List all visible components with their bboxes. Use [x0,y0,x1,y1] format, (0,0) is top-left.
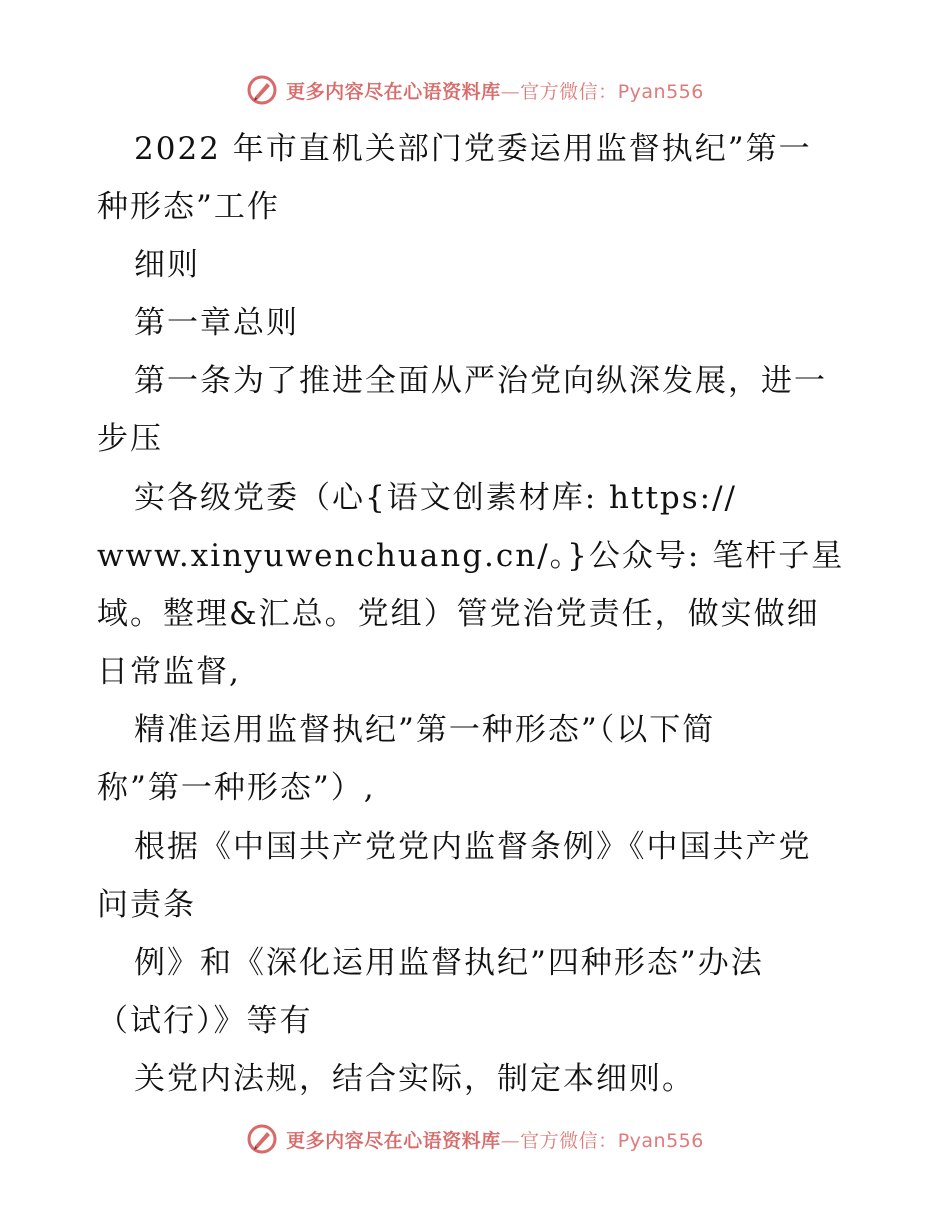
watermark-separator: — [500,1129,521,1152]
paragraph-line: 问责条 [97,887,196,923]
watermark-id: Pyan556 [617,1129,704,1152]
paragraph-line: 根据《中国共产党党内监督条例》《中国共产党 [134,829,812,865]
watermark-brand: 更多内容尽在心语资料库 [286,1129,501,1152]
paragraph-line: （试行）》等有 [97,1003,313,1039]
footer-watermark [0,1119,950,1159]
document-title-line-2: 种形态”工作 [97,189,280,225]
watermark-text [286,1126,704,1153]
paragraph-line: 实各级党委（心{语文创素材库: https:// [134,480,737,516]
paragraph-line: 域。整理&汇总。党组）管党治党责任，做实做细 [97,596,820,632]
paragraph-line: 例》和《深化运用监督执纪”四种形态”办法 [134,945,764,981]
document-subtitle: 细则 [134,247,200,283]
watermark-label: 官方微信： [520,80,618,103]
paragraph-line: 精准运用监督执纪”第一种形态”（以下简 [134,712,716,748]
watermark-text [286,77,704,104]
pen-logo-icon [246,74,278,106]
paragraph-line: 第一条为了推进全面从严治党向纵深发展，进一 [134,363,827,399]
paragraph-line: www.xinyuwenchuang.cn/。}公众号: 笔杆子星 [97,538,845,574]
watermark-brand: 更多内容尽在心语资料库 [286,80,501,103]
watermark-separator: — [500,80,521,103]
paragraph-line: 称”第一种形态”）, [97,770,376,806]
document-title-line-1: 2022 年市直机关部门党委运用监督执纪”第一 [134,131,812,167]
header-watermark [0,70,950,110]
paragraph-line: 步压 [97,421,163,457]
watermark-label: 官方微信： [520,1129,618,1152]
chapter-heading: 第一章总则 [134,305,299,341]
paragraph-line: 日常监督, [97,654,241,690]
watermark-id: Pyan556 [617,80,704,103]
pen-logo-icon [246,1123,278,1155]
paragraph-line: 关党内法规，结合实际，制定本细则。 [134,1061,695,1097]
